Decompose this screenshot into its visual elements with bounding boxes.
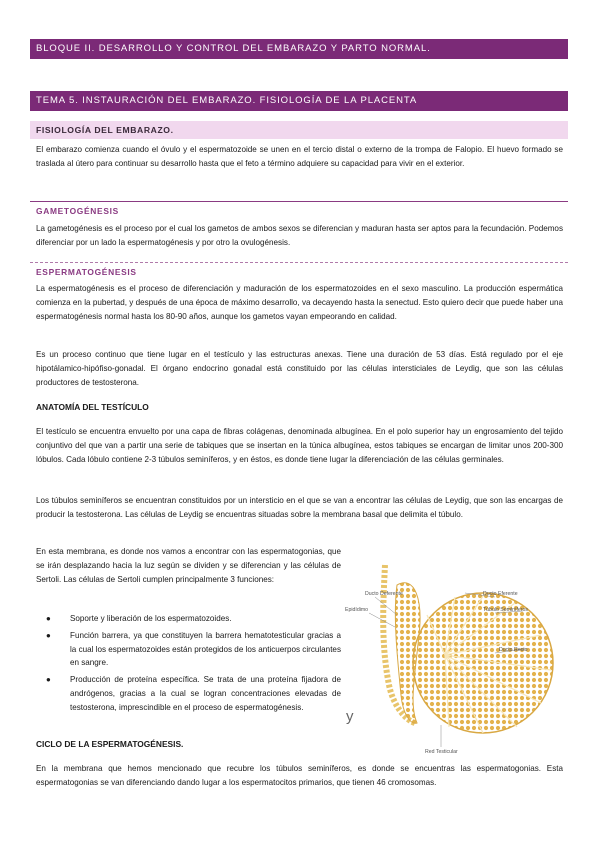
- gametogenesis-heading: GAMETOGÉNESIS: [36, 206, 119, 216]
- block-title: BLOQUE II. DESARROLLO Y CONTROL DEL EMBARAZO Y PARTO NORMAL.: [36, 43, 431, 54]
- ducto-deferente-label: Ducto Deferente: [365, 591, 403, 597]
- gametogenesis-paragraph: La gametogénesis es el proceso por el cual los gametos de ambos sexos se diferencian y maduran hasta ser aptos para la fecundación. Podemos diferenciar por un lado la espermatogénesis y por otro la ovulogénesis.: [36, 224, 563, 247]
- list-item: [36, 673, 341, 714]
- cycle-paragraph-1: En la membrana que hemos mencionado que recubre los túbulos seminíferos, es donde se encuentras las espermatogonias. Esta espermatogonias se van diferenciando dando lugar a los espermatocitos primarios, que tienen 46 cromosomas.: [36, 764, 563, 787]
- tubulo-seminifero-label: Túbulo Seminíferos: [483, 607, 528, 613]
- intro-paragraph: El embarazo comienza cuando el óvulo y el espermatozoide se unen en el tercio distal o externo de la trompa de Falopio. El huevo formado se traslada al útero para continuar su desarrollo hasta que el feto a término adquiere su capacidad para vivir en el exterior.: [36, 145, 563, 168]
- red-testicular-label: Red Testicular: [425, 749, 458, 755]
- divider: [30, 201, 568, 202]
- section-title-band: [30, 121, 568, 139]
- list-item-text: Función barrera, ya que constituyen la barrera hematotesticular gracias a la cual los espermatozoides están protegidos de los anticuerpos circulantes en sangre.: [70, 630, 341, 668]
- stray-letter: y: [346, 708, 354, 725]
- anatomy-heading: ANATOMÍA DEL TESTÍCULO: [36, 402, 149, 412]
- block-title-band: [30, 39, 568, 59]
- bullet-icon: ●: [46, 630, 51, 640]
- spermatogenesis-paragraph-2: Es un proceso continuo que tiene lugar en el testículo y las estructuras anexas. Tiene una duración de 53 días. Está regulado por el eje hipotálamico-hipófiso-gonadal. El órgano endocrino gonadal está constituido por las células intersticiales de Leydig, que son las células productores de testosterona.: [36, 350, 563, 387]
- anatomy-paragraph-1: El testículo se encuentra envuelto por una capa de fibras colágenas, denominada albugínea. En el polo superior hay un engrosamiento del tejido conjuntivo del que van a partir una serie de tabiques que se insertan en la túnica albugínea, estos tabiques se encargan de limitar unos 200-300 lóbulos. Cada lóbulo contiene 2-3 túbulos seminíferos, y en éstos, es donde tiene lugar la diferenciación de las células germinales.: [36, 427, 563, 464]
- topic-title: TEMA 5. INSTAURACIÓN DEL EMBARAZO. FISIOLOGÍA DE LA PLACENTA: [36, 95, 418, 106]
- ducto-eferente-label: Ducto Eferente: [483, 591, 518, 597]
- testicle-anatomy-figure: [345, 545, 563, 760]
- testis-body: [413, 593, 553, 733]
- cycle-heading: CICLO DE LA ESPERMATOGÉNESIS.: [36, 739, 184, 749]
- bullet-icon: ●: [46, 614, 51, 623]
- list-item: [36, 629, 341, 670]
- bullet-icon: ●: [46, 675, 51, 685]
- section-title: FISIOLOGÍA DEL EMBARAZO.: [36, 125, 174, 135]
- list-item-text: Producción de proteína específica. Se trata de una proteína fijadora de andrógenos, gracias a la cual se logran concentraciones elevadas de testosterona, imprescindible en el proceso de espermatogénesis.: [70, 675, 341, 712]
- sertoli-functions-list: [36, 612, 341, 718]
- topic-title-band: [30, 91, 568, 111]
- spermatogenesis-paragraph-1: La espermatogénesis es el proceso de diferenciación y maduración de los espermatozoides en el sexo masculino. La producción espermática comienza en la pubertad, y después de una época de máximo desarrollo, va decayendo hasta la senectud. Esto quiero decir que puede haber una espermatogénesis normal hasta los 80-90 años, aunque los gametos vayan empeorando en calidad.: [36, 284, 563, 321]
- anatomy-paragraph-2: Los túbulos seminíferos se encuentran constituidos por un intersticio en el que se van a encontrar las células de Leydig, que son las encargas de producir la testosterona. Las células de Leydig se encuentras situadas sobre la membrana basal que delimita el túbulo.: [36, 496, 563, 519]
- list-item: [36, 612, 341, 626]
- spermatogenesis-heading: ESPERMATOGÉNESIS: [36, 267, 137, 277]
- divider: [30, 262, 568, 263]
- list-item-text: Soporte y liberación de los espermatozoides.: [70, 614, 232, 623]
- anatomy-paragraph-3: En esta membrana, es donde nos vamos a encontrar con las espermatogonias, que se irán desplazando hacia la luz según se dividen y se diferencian y las células de Sertoli. Las células de Sertoli cumplen principalmente 3 funciones:: [36, 547, 341, 584]
- ducto-recto-label: Ducto Recto: [499, 647, 528, 653]
- epididimo-label: Epidídimo: [345, 607, 369, 613]
